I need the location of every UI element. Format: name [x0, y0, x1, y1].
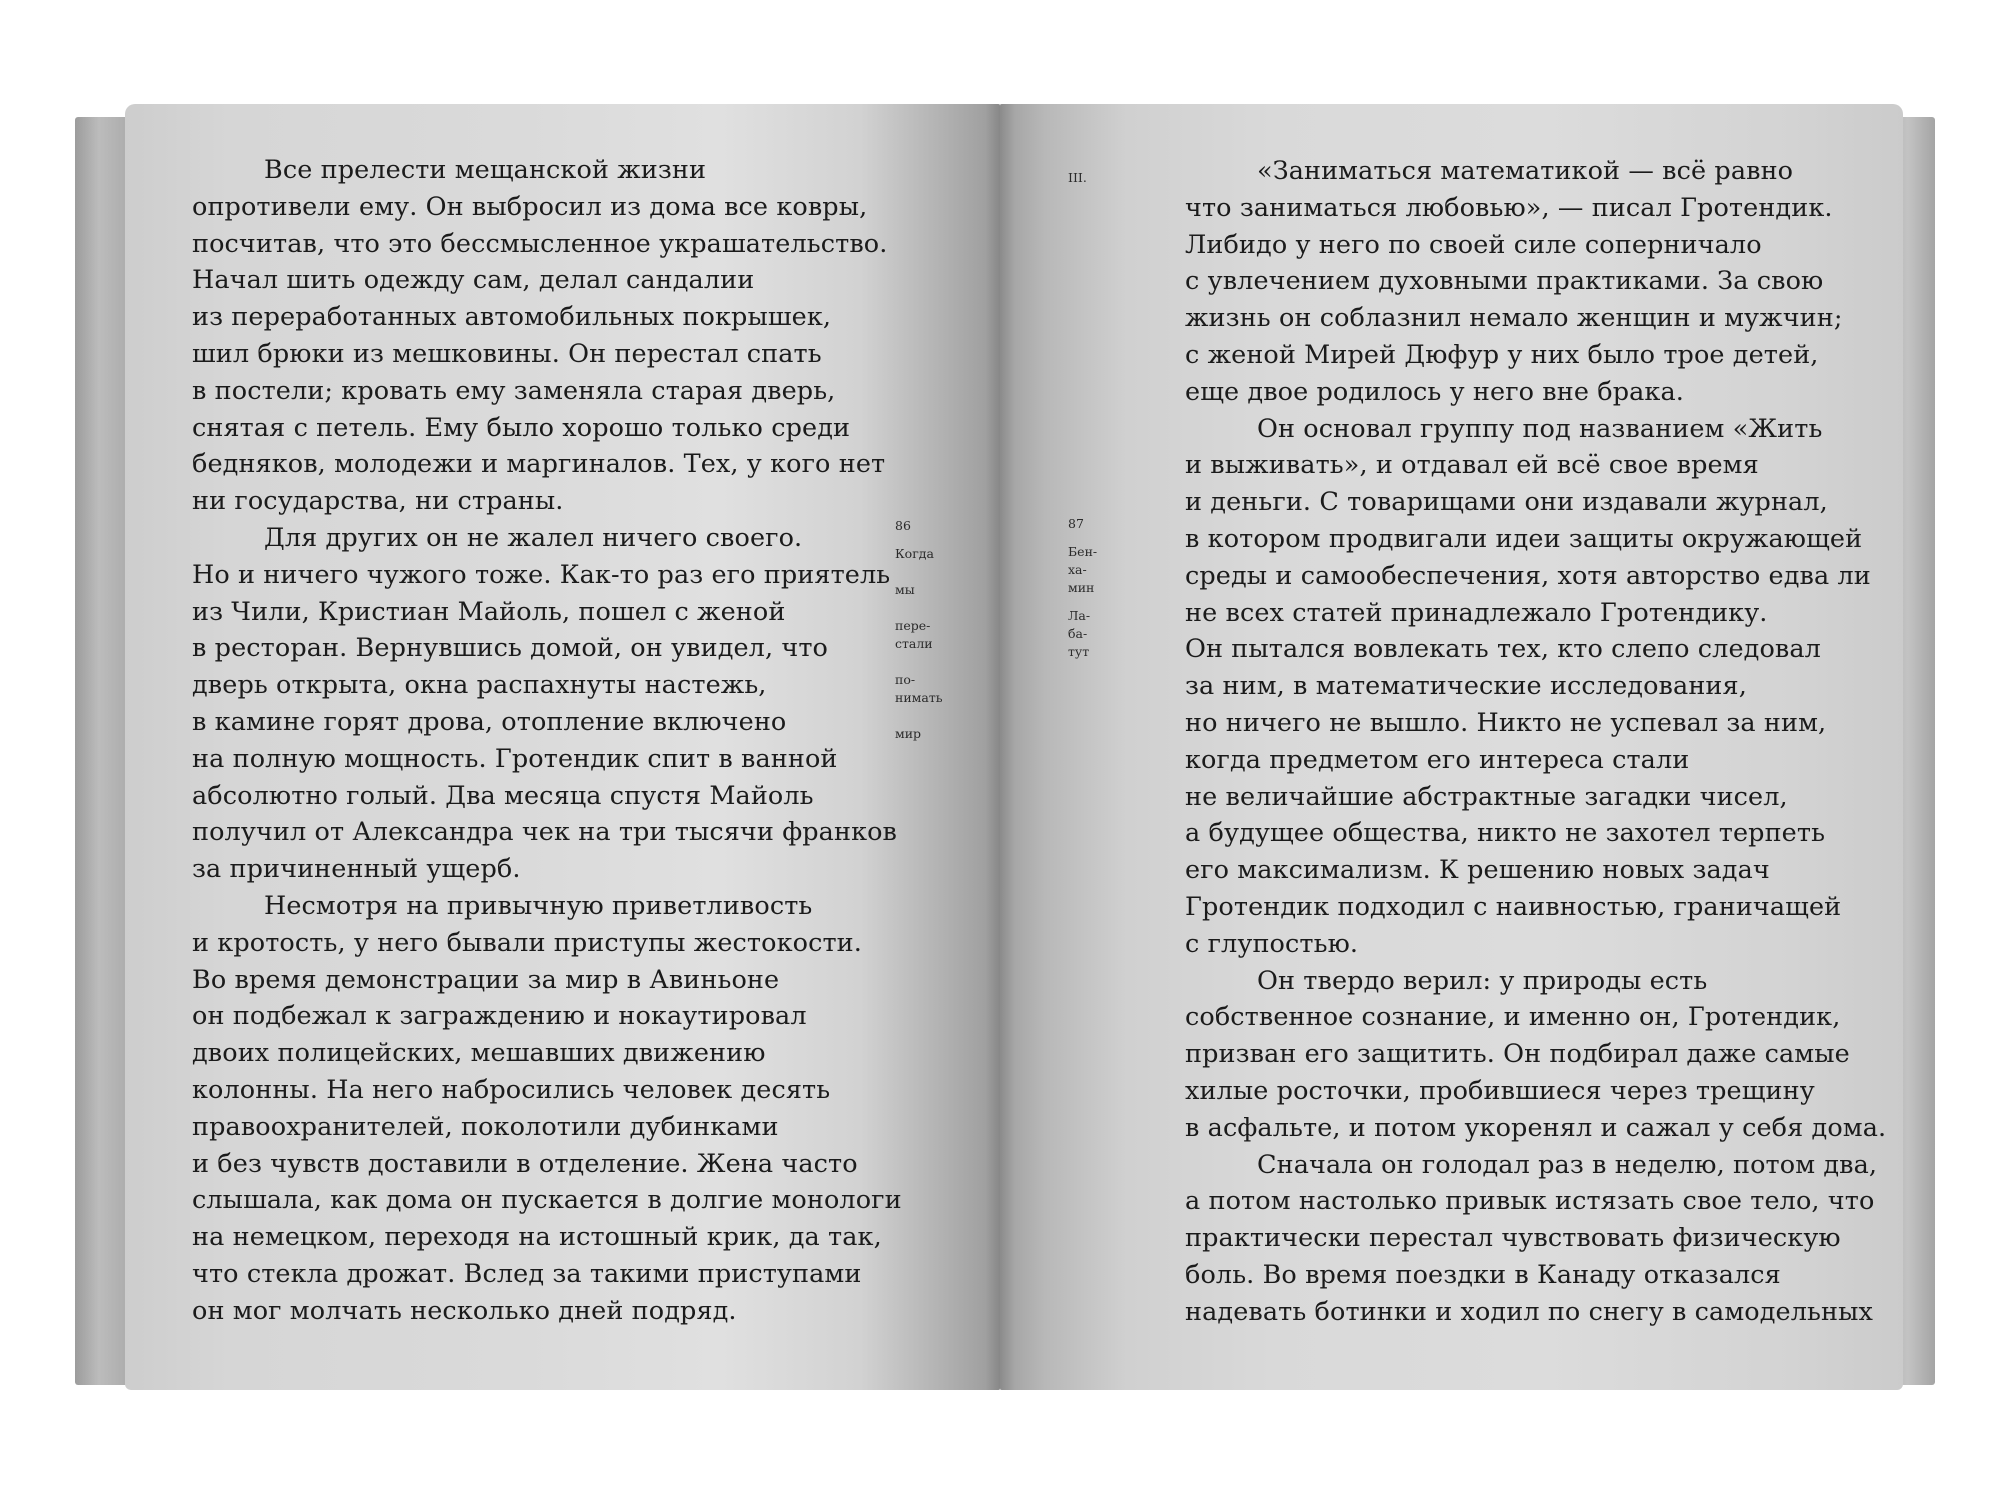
author-line: Ла-	[1068, 608, 1091, 623]
text-line: и кротость, у него бывали приступы жестокости.	[192, 927, 862, 958]
text-line: жизнь он соблазнил немало женщин и мужчин;	[1185, 303, 1843, 334]
right-page-number: 87	[1068, 516, 1084, 531]
text-line: что стекла дрожат. Вслед за такими приступами	[192, 1258, 862, 1289]
text-line: он мог молчать несколько дней подряд.	[192, 1295, 737, 1326]
text-line: среды и самообеспечения, хотя авторство едва ли	[1185, 560, 1871, 591]
text-line: получил от Александра чек на три тысячи франков	[192, 817, 898, 848]
text-line: что заниматься любовью», — писал Гротендик.	[1185, 192, 1833, 223]
text-line: и деньги. С товарищами они издавали журнал,	[1185, 487, 1828, 518]
text-line: хилые росточки, пробившиеся через трещину	[1185, 1075, 1815, 1106]
text-line: надевать ботинки и ходил по снегу в самодельных	[1185, 1296, 1873, 1327]
text-line: посчитав, что это бессмысленное украшательство.	[192, 228, 888, 259]
text-line: Либидо у него по своей силе соперничало	[1185, 229, 1762, 260]
text-line: в ресторан. Вернувшись домой, он увидел, что	[192, 633, 829, 664]
left-page-number: 86	[895, 518, 911, 533]
author-line: мин	[1068, 580, 1095, 595]
text-line: Все прелести мещанской жизни	[264, 155, 707, 185]
book-spine	[985, 104, 1015, 1390]
text-line: абсолютно голый. Два месяца спустя Майоль	[192, 780, 814, 811]
text-line: а будущее общества, никто не захотел терпеть	[1185, 818, 1826, 849]
text-line: когда предметом его интереса стали	[1185, 744, 1690, 775]
text-line: «Заниматься математикой — всё равно	[1257, 156, 1794, 186]
text-line: Но и ничего чужого тоже. Как-то раз его приятель	[192, 559, 891, 590]
text-line: Во время демонстрации за мир в Авиньоне	[192, 964, 780, 995]
text-line: ни государства, ни страны.	[192, 486, 564, 517]
text-line: Несмотря на привычную приветливость	[264, 890, 813, 921]
text-line: двоих полицейских, мешавших движению	[192, 1038, 766, 1069]
text-line: шил брюки из мешковины. Он перестал спать	[192, 338, 822, 369]
text-line: и без чувств доставили в отделение. Жена часто	[192, 1148, 858, 1179]
text-line: но ничего не вышло. Никто не успевал за ним,	[1185, 707, 1827, 738]
author-line: Бен-	[1068, 544, 1098, 559]
text-line: собственное сознание, и именно он, Гротендик,	[1185, 1002, 1841, 1033]
text-line: бедняков, молодежи и маргиналов. Тех, у кого нет	[192, 449, 886, 480]
text-line: а потом настолько привык истязать свое тело, что	[1185, 1186, 1875, 1217]
text-line: дверь открыта, окна распахнуты настежь,	[192, 670, 767, 701]
text-line: призван его защитить. Он подбирал даже самые	[1185, 1039, 1850, 1070]
author-line: ха-	[1068, 562, 1087, 577]
text-line: Он твердо верил: у природы есть	[1257, 965, 1708, 996]
text-line: не всех статей принадлежало Гротендику.	[1185, 597, 1768, 628]
text-line: Для других он не жалел ничего своего.	[264, 522, 803, 553]
text-line: в камине горят дрова, отопление включено	[192, 706, 787, 737]
text-line: снятая с петель. Ему было хорошо только среди	[192, 412, 851, 443]
text-line: на полную мощность. Гротендик спит в ванной	[192, 743, 838, 774]
text-line: из переработанных автомобильных покрышек,	[192, 302, 832, 333]
text-line: не величайшие абстрактные загадки чисел,	[1185, 781, 1788, 812]
running-title-line: Когда	[895, 546, 934, 561]
text-line: Гротендик подходил с наивностью, граничащей	[1185, 891, 1842, 922]
left-margin-note	[895, 517, 943, 743]
text-line: его максимализм. К решению новых задач	[1185, 855, 1770, 886]
text-line: с глупостью.	[1185, 928, 1359, 959]
text-line: опротивели ему. Он выбросил из дома все ковры,	[192, 191, 868, 222]
text-line: с женой Мирей Дюфур у них было трое детей,	[1185, 339, 1819, 370]
text-line: из Чили, Кристиан Майоль, пошел с женой	[192, 596, 786, 627]
text-line: еще двое родилось у него вне брака.	[1185, 376, 1684, 407]
text-line: за причиненный ущерб.	[192, 854, 521, 885]
text-line: Он пытался вовлекать тех, кто слепо следовал	[1185, 634, 1821, 665]
text-line: с увлечением духовными практиками. За свою	[1185, 266, 1824, 297]
author-line: ба-	[1068, 626, 1088, 641]
running-title-line: стали	[895, 636, 933, 651]
running-title-line: мир	[895, 726, 922, 741]
text-line: боль. Во время поездки в Канаду отказался	[1185, 1259, 1781, 1290]
text-line: в асфальте, и потом укоренял и сажал у себя дома.	[1185, 1112, 1887, 1143]
running-title-line: по-	[895, 672, 916, 687]
right-margin-note	[1068, 515, 1097, 661]
running-title-line: нимать	[895, 690, 943, 705]
text-line: колонны. На него набросились человек десять	[192, 1074, 831, 1105]
text-line: на немецком, переходя на истошный крик, да так,	[192, 1222, 882, 1253]
text-line: Он основал группу под названием «Жить	[1257, 413, 1823, 444]
text-line: в котором продвигали идеи защиты окружающей	[1185, 523, 1863, 554]
right-page-text	[1185, 153, 1886, 1331]
text-line: он подбежал к заграждению и нокаутировал	[192, 1001, 807, 1032]
running-title-line: мы	[895, 582, 915, 597]
text-line: и выживать», и отдавал ей всё свое время	[1185, 450, 1759, 481]
text-line: слышала, как дома он пускается в долгие монологи	[192, 1185, 902, 1216]
left-page-text	[192, 152, 902, 1330]
text-line: в постели; кровать ему заменяла старая дверь,	[192, 375, 836, 406]
text-line: практически перестал чувствовать физическую	[1185, 1223, 1841, 1254]
text-line: Сначала он голодал раз в неделю, потом два,	[1257, 1149, 1878, 1180]
text-line: правоохранителей, поколотили дубинками	[192, 1111, 779, 1142]
section-mark: III.	[1068, 170, 1087, 185]
author-line: тут	[1068, 644, 1090, 659]
running-title-line: пере-	[895, 618, 931, 633]
text-line: за ним, в математические исследования,	[1185, 671, 1747, 702]
text-line: Начал шить одежду сам, делал сандалии	[192, 265, 755, 296]
